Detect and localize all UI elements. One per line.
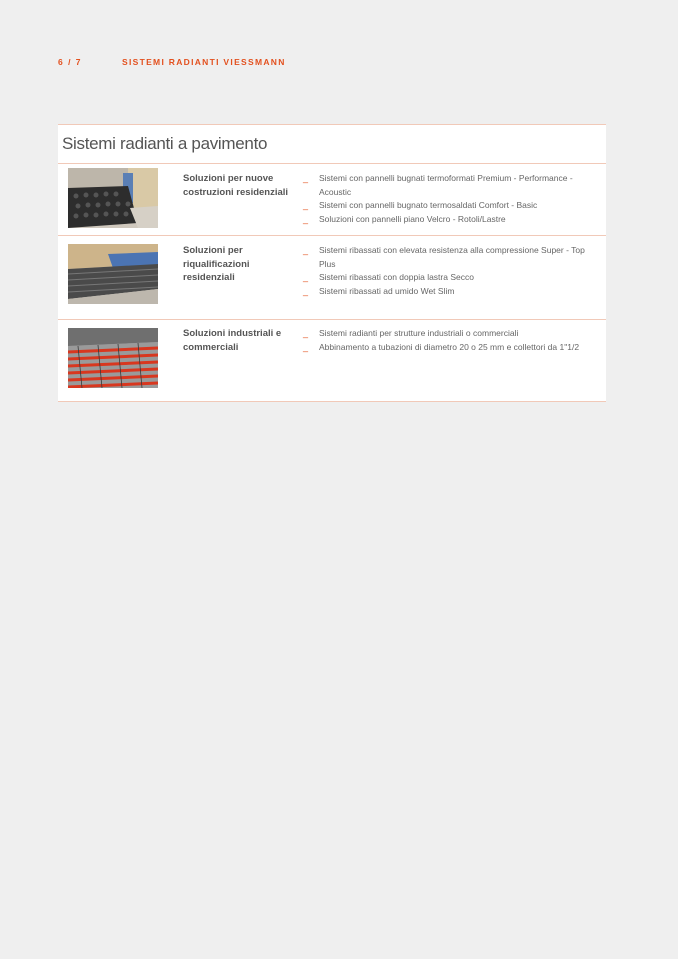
panel-title: Sistemi radianti a pavimento (62, 134, 268, 153)
floor-systems-panel (58, 124, 606, 402)
row-category: Soluzioni industriali e commerciali (183, 328, 282, 353)
page-header (58, 57, 618, 69)
list-item: _ Sistemi con pannelli bugnato termosaldati Comfort - Basic (303, 199, 598, 213)
table-row (58, 163, 606, 235)
row-category: Soluzioni per nuove costruzioni residenziali (183, 173, 289, 198)
list-item: _ Sistemi radianti per strutture industriali o commerciali (303, 327, 598, 341)
dash-icon: _ (303, 285, 309, 296)
list-item: _ Sistemi ribassati con doppia lastra Secco (303, 271, 598, 285)
dash-icon: _ (303, 213, 309, 224)
list-item: _ Sistemi ribassati ad umido Wet Slim (303, 285, 598, 299)
list-item: _ Soluzioni con pannelli piano Velcro - Rotoli/Lastre (303, 213, 598, 227)
industrial-red-pipes-photo-icon (68, 328, 158, 388)
feature-list (303, 172, 598, 226)
list-item: _ Abbinamento a tubazioni di diametro 20 o 25 mm e collettori da 1"1/2 (303, 341, 598, 355)
low-profile-panel-photo-icon (68, 244, 158, 304)
row-category: Soluzioni per riqualificazioni residenziali (183, 245, 250, 283)
underfloor-bugnato-panel-photo-icon (68, 168, 158, 228)
dash-icon: _ (303, 245, 309, 255)
dash-icon: _ (303, 200, 309, 210)
dash-icon: _ (303, 328, 309, 338)
table-row (58, 236, 606, 319)
feature-list (303, 327, 598, 354)
section-title: SISTEMI RADIANTI VIESSMANN (122, 57, 286, 67)
list-item: _ Sistemi ribassati con elevata resistenza alla compressione Super - Top Plus (303, 245, 585, 269)
dash-icon: _ (303, 272, 309, 282)
table-row (58, 320, 606, 400)
list-item: _ Sistemi con pannelli bugnati termoformati Premium - Performance - Acoustic (303, 173, 573, 197)
feature-list (303, 244, 598, 298)
dash-icon: _ (303, 341, 309, 352)
page-number: 6 / 7 (58, 57, 83, 67)
dash-icon: _ (303, 173, 309, 183)
